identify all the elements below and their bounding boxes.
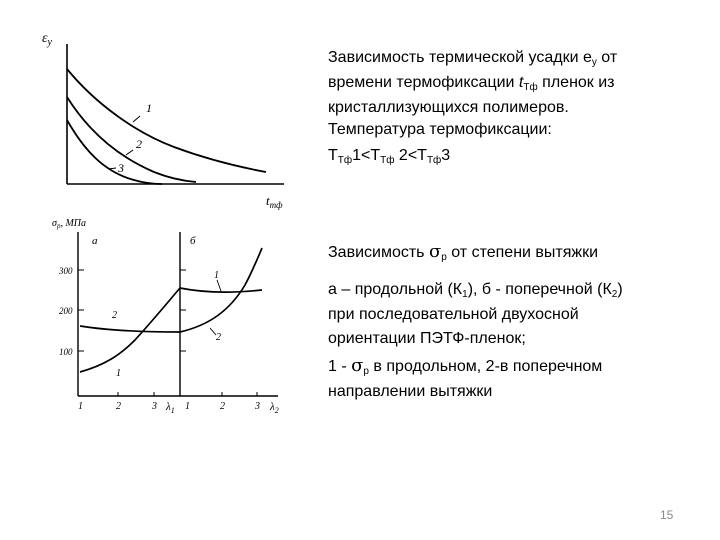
x-axis-label: $t_{тф}$ [266, 193, 283, 210]
y-axis-label: $\varepsilon_у$ [42, 31, 52, 48]
curve-1 [67, 69, 266, 172]
caption2-line1: Зависимость $\sigma_р$ от степени вытяжки [328, 241, 599, 263]
caption1-line4: Температура термофиксации: [328, 121, 552, 139]
y-tick-100: 100 [59, 347, 73, 357]
series-label-3: 3 [118, 161, 124, 175]
panel-label-b: б [190, 235, 196, 247]
series-label-2: 2 [136, 137, 142, 151]
series-labels [108, 101, 152, 175]
caption1-line5: $Т_{Тф}1<Т_{Тф}$ $2<Т_{Тф}3$ [328, 146, 451, 166]
x-tick-a-1: 1 [78, 401, 83, 412]
caption2-line4: ориентации ПЭТФ-пленок; [328, 330, 526, 348]
x-axis-label-b: $\lambda_2$ [270, 401, 279, 415]
y-tick-300: 300 [59, 266, 73, 276]
caption2-line6: направлении вытяжки [328, 383, 493, 401]
caption-stress [328, 238, 698, 405]
y-ticks [58, 266, 186, 357]
curve-3 [67, 120, 162, 184]
y-axis-label: $\sigma_р$, МПа [52, 218, 86, 230]
series-label-a-2: 2 [112, 310, 117, 321]
leader-2 [126, 150, 133, 155]
x-axis-label-a: $\lambda_1$ [166, 401, 175, 415]
caption-shrinkage [328, 46, 698, 168]
series-label-a-1: 1 [116, 368, 121, 379]
curve-a-2 [80, 326, 180, 332]
page-number: 15 [660, 508, 674, 522]
leader-b-1 [217, 280, 221, 291]
series-curves [80, 248, 262, 372]
x-tick-a-2: 2 [116, 401, 121, 412]
series-labels [112, 270, 221, 379]
caption2-line2: а – продольной $(К_1)$, б - поперечной $(К_2)$ [328, 280, 623, 300]
x-tick-b-1: 1 [185, 401, 190, 412]
x-tick-b-3: 3 [255, 401, 260, 412]
series-curves [67, 69, 266, 184]
caption2-line3: при последовательной двухосной [328, 305, 579, 323]
caption1-line1: Зависимость термической усадки $е_у$ от [328, 49, 618, 68]
caption1-line2: времени термофиксации $t_{Тф}$ пленок из [328, 73, 615, 93]
x-tick-a-3: 3 [152, 401, 157, 412]
curve-2 [67, 97, 196, 182]
series-label-b-2: 2 [216, 332, 221, 343]
leader-1 [133, 116, 140, 122]
panel-label-a: а [92, 235, 98, 247]
shrinkage-time-chart [34, 22, 304, 212]
series-label-b-1: 1 [214, 270, 219, 281]
caption2-line5: $1 - \sigma_р$ в продольном, 2-в поперечном [328, 355, 603, 378]
series-label-1: 1 [146, 101, 152, 115]
caption1-line3: кристаллизующихся полимеров. [328, 98, 569, 116]
x-tick-b-2: 2 [220, 401, 225, 412]
stress-draw-ratio-chart [50, 210, 300, 420]
y-tick-200: 200 [59, 306, 73, 316]
